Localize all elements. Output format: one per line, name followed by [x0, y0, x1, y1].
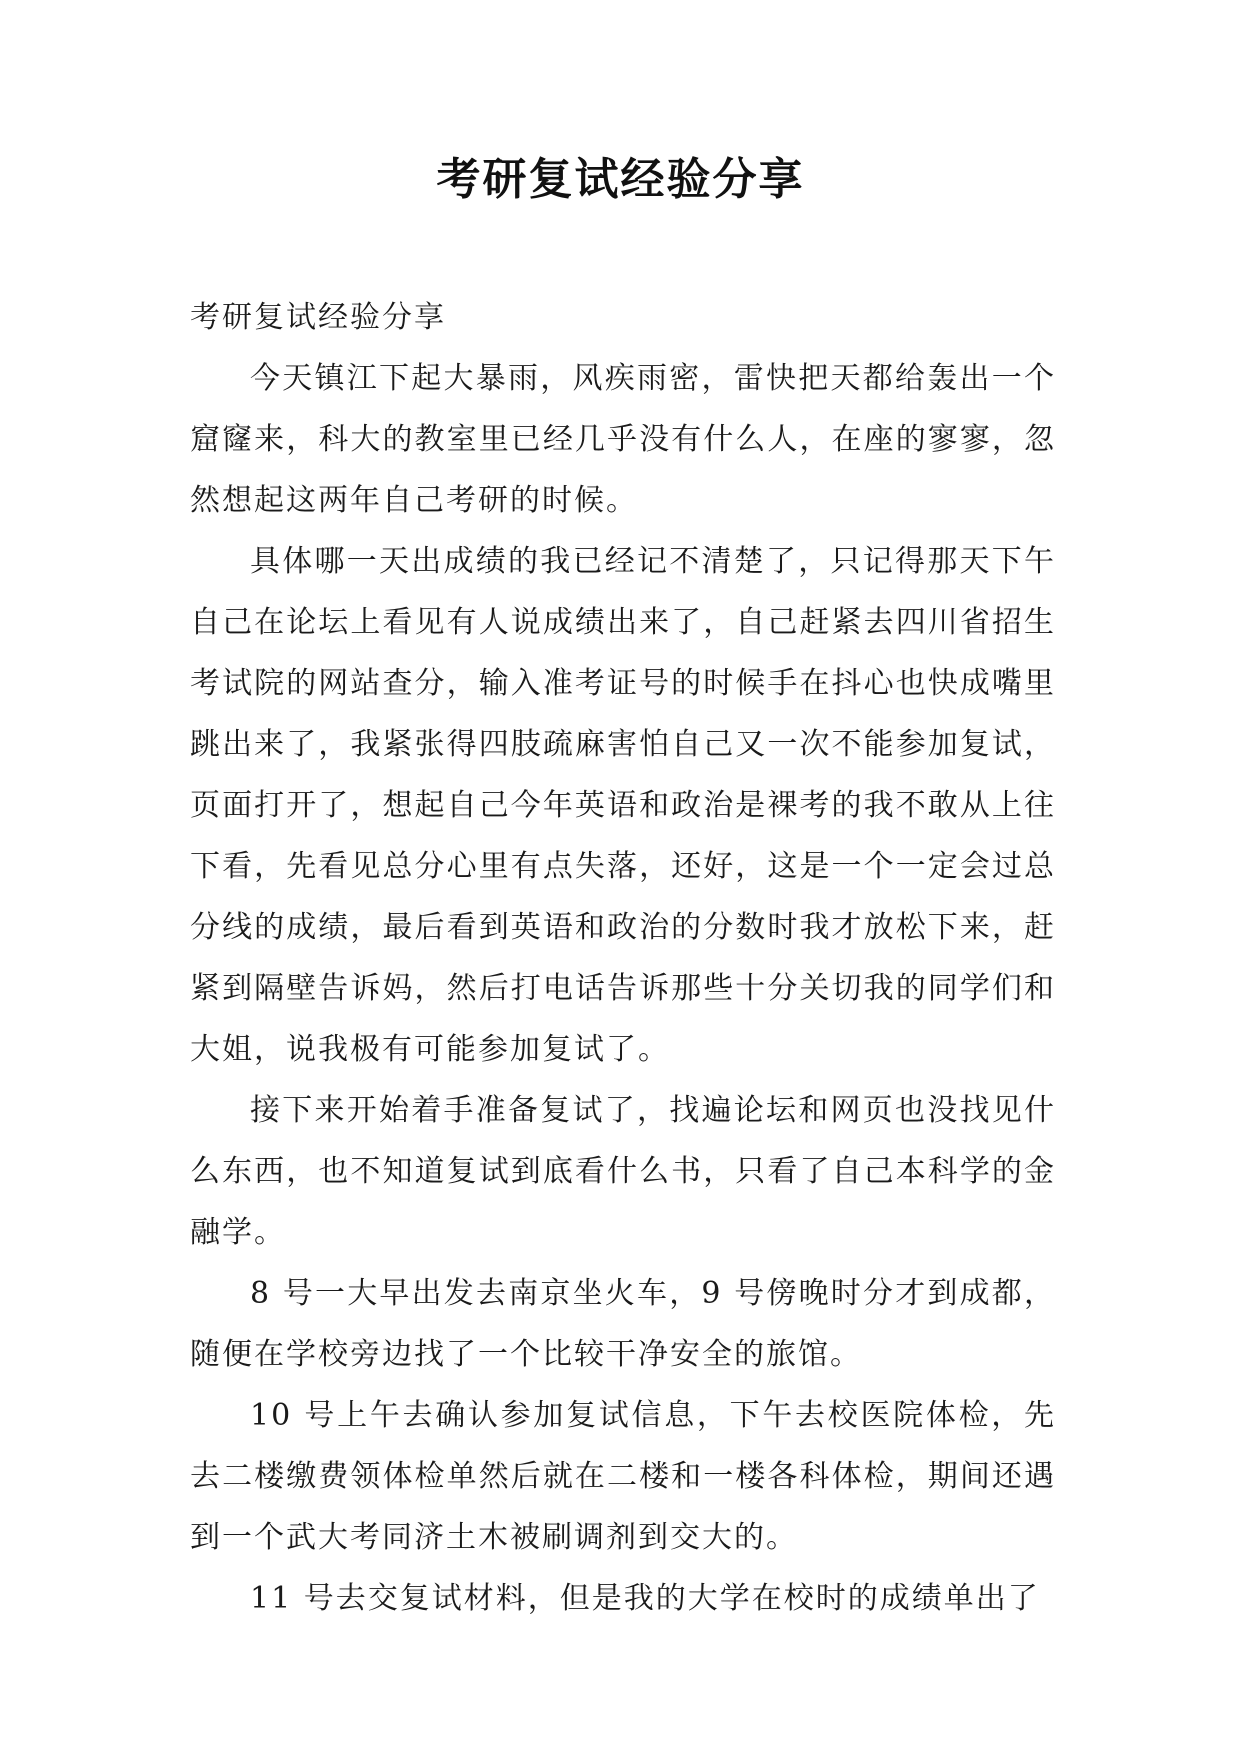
paragraph-4: 8 号一大早出发去南京坐火车，9 号傍晚时分才到成都，随便在学校旁边找了一个比较干净安全的旅馆。 [190, 1276, 1056, 1372]
paragraph-3: 接下来开始着手准备复试了，找遍论坛和网页也没找见什么东西，也不知道复试到底看什么书，只看了自己本科学的金融学。 [190, 1093, 1056, 1250]
paragraph-5: 10 号上午去确认参加复试信息，下午去校医院体检，先去二楼缴费领体检单然后就在二楼和一楼各科体检，期间还遇到一个武大考同济土木被刷调剂到交大的。 [190, 1398, 1056, 1555]
paragraph-6: 11 号去交复试材料，但是我的大学在校时的成绩单出了 [250, 1581, 1040, 1616]
document-title: 考研复试经验分享 [436, 154, 805, 205]
paragraph-1: 今天镇江下起大暴雨，风疾雨密，雷快把天都给轰出一个窟窿来，科大的教室里已经几乎没有什么人，在座的寥寥，忽然想起这两年自己考研的时候。 [190, 361, 1056, 518]
paragraph-2: 具体哪一天出成绩的我已经记不清楚了，只记得那天下午自己在论坛上看见有人说成绩出来了，自己赶紧去四川省招生考试院的网站查分，输入准考证号的时候手在抖心也快成嘴里跳出来了，我紧张得四肢疏麻害怕自己又一次不能参加复试，页面打开了，想起自己今年英语和政治是裸考的我不敢从上往下看，先看见总分心里有点失落，还好，这是一个一定会过总分线的成绩，最后看到英语和政治的分数时我才放松下来，赶紧到隔壁告诉妈，然后打电话告诉那些十分关切我的同学们和大姐，说我极有可能参加复试了。 [190, 544, 1056, 1067]
document-body [190, 287, 1056, 1629]
document-subtitle: 考研复试经验分享 [190, 300, 446, 335]
